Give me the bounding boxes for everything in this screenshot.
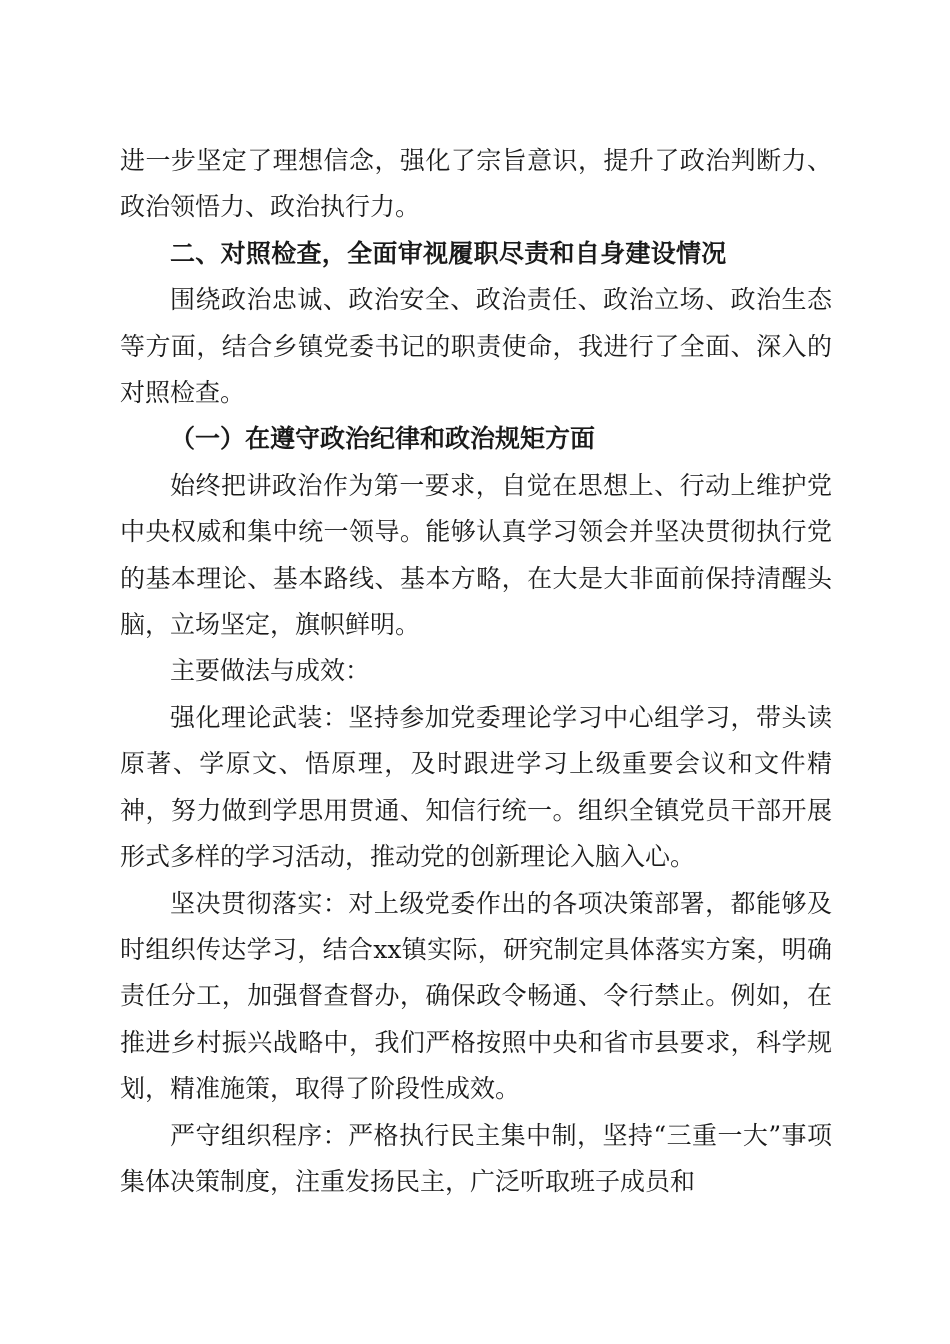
section-heading: 二、对照检查，全面审视履职尽责和自身建设情况 [170,238,727,268]
paragraph: 始终把讲政治作为第一要求，自觉在思想上、行动上维护党中央权威和集中统一领导。能够认真学习领会并坚决贯彻执行党的基本理论、基本路线、基本方略，在大是大非面前保持清醒头脑，立场坚定，旗帜鲜明。 [120,470,832,640]
paragraph: 主要做法与成效： [170,656,371,686]
paragraph: 强化理论武装：坚持参加党委理论学习中心组学习，带头读原著、学原文、悟原理，及时跟进学习上级重要会议和文件精神，努力做到学思用贯通、知信行统一。组织全镇党员干部开展形式多样的学习活动，推动党的创新理论入脑入心。 [120,702,832,872]
paragraph: 坚决贯彻落实：对上级党委作出的各项决策部署，都能够及时组织传达学习，结合xx镇实际，研究制定具体落实方案，明确责任分工，加强督查督办，确保政令畅通、令行禁止。例如，在推进乡村振兴战略中，我们严格按照中央和省市县要求，科学规划，精准施策，取得了阶段性成效。 [120,888,832,1104]
paragraph-continued: 进一步坚定了理想信念，强化了宗旨意识，提升了政治判断力、政治领悟力、政治执行力。 [120,146,832,222]
paragraph: 严守组织程序：严格执行民主集中制，坚持“三重一大”事项集体决策制度，注重发扬民主，广泛听取班子成员和 [120,1120,832,1196]
subsection-heading: （一）在遵守政治纪律和政治规矩方面 [170,424,596,454]
document-body [120,138,832,1205]
paragraph: 围绕政治忠诚、政治安全、政治责任、政治立场、政治生态等方面，结合乡镇党委书记的职责使命，我进行了全面、深入的对照检查。 [120,285,832,408]
